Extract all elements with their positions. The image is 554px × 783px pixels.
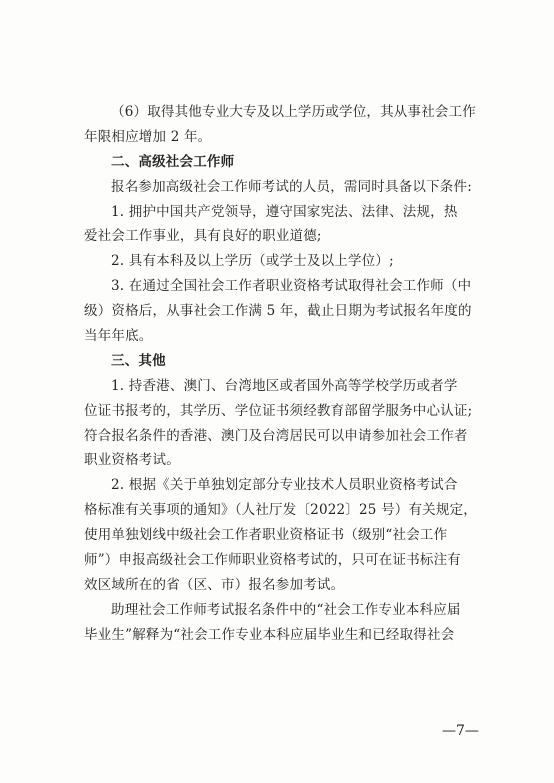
paragraph-line: 3. 在通过全国社会工作者职业资格考试取得社会工作师（中 — [111, 278, 472, 295]
paragraph-line: 爱社会工作事业，具有良好的职业道德; — [84, 228, 322, 245]
paragraph-line: 级）资格后，从事社会工作满 5 年，截止日期为考试报名年度的 — [84, 303, 472, 320]
paragraph-line: 毕业生”解释为“社会工作专业本科应届毕业生和已经取得社会 — [84, 626, 455, 643]
paragraph-line: 效区域所在的省（区、市）报名参加考试。 — [84, 576, 345, 593]
paragraph-line: 1. 拥护中国共产党领导，遵守国家宪法、法律、法规，热 — [111, 203, 458, 220]
section-heading-senior-social-worker: 二、高级社会工作师 — [111, 153, 235, 170]
paragraph-line: 当年年底。 — [84, 328, 153, 345]
paragraph-line: 师”）申报高级社会工作师职业资格考试的，只可在证书标注有 — [84, 552, 462, 569]
page-number: —7— — [442, 723, 479, 739]
paragraph-line: 助理社会工作师考试报名条件中的“社会工作专业本科应届 — [111, 601, 461, 618]
paragraph-line: 1. 持香港、澳门、台湾地区或者国外高等学校学历或者学 — [111, 377, 458, 394]
paragraph-line: 位证书报考的，其学历、学位证书须经教育部留学服务中心认证; — [84, 402, 473, 419]
paragraph-line: （6）取得其他专业大专及以上学历或学位，其从事社会工作 — [111, 104, 476, 120]
paragraph-line: 符合报名条件的香港、澳门及台湾居民可以申请参加社会工作者 — [84, 427, 468, 444]
section-heading-other: 三、其他 — [111, 352, 166, 369]
paragraph-line: 2. 根据《关于单独划定部分专业技术人员职业资格考试合 — [111, 477, 458, 494]
paragraph-line: 使用单独划线中级社会工作者职业资格证书（级别“社会工作 — [84, 527, 448, 544]
paragraph-line: 职业资格考试。 — [84, 452, 180, 469]
paragraph-line: 报名参加高级社会工作师考试的人员，需同时具备以下条件: — [111, 178, 472, 195]
paragraph-line: 年限相应增加 2 年。 — [84, 128, 212, 145]
paragraph-line: 2. 具有本科及以上学历（或学士及以上学位）; — [111, 253, 394, 270]
document-body — [84, 100, 495, 648]
paragraph-line: 格标准有关事项的通知》（人社厅发〔2022〕25 号）有关规定， — [84, 502, 477, 519]
